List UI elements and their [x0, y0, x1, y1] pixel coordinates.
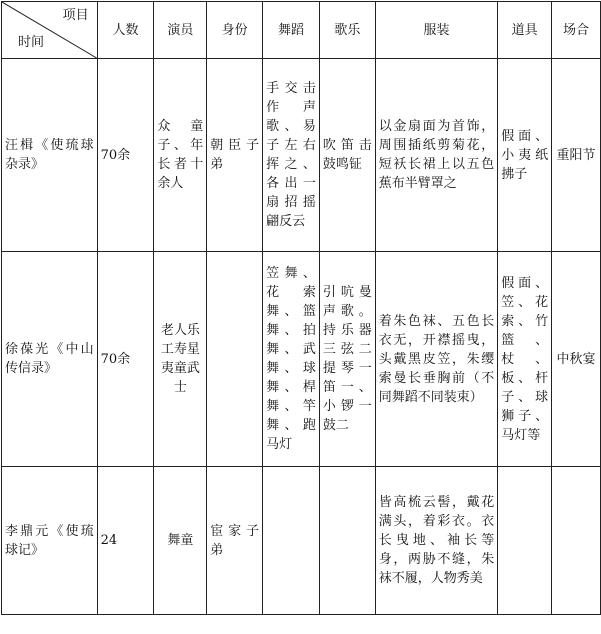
- cell-occasion: 中秋宴: [552, 252, 601, 467]
- cell-source: 汪楫《使琉球杂录》: [2, 59, 98, 252]
- col-header-music: 歌乐: [319, 2, 375, 59]
- table-row: [2, 467, 601, 615]
- corner-header-cell: [2, 2, 98, 59]
- col-header-props: 道具: [498, 2, 552, 59]
- cell-props: 假面、小夷纸拂子: [498, 59, 552, 252]
- cell-source: 李鼎元《使琉球记》: [2, 467, 98, 615]
- cell-dance: 手交击作声歌、易子左右挥之、各出一扇招摇翩反云: [263, 59, 320, 252]
- cell-performers: 舞童: [154, 467, 207, 615]
- cell-costume: 以金扇面为首饰，周围插纸剪菊花，短袄长裙上以五色蕉布半臂罩之: [375, 59, 497, 252]
- col-header-performers: 演员: [154, 2, 207, 59]
- cell-identity: 朝臣子弟: [207, 59, 263, 252]
- col-header-occasion: 场合: [552, 2, 601, 59]
- cell-occasion: 重阳节: [552, 59, 601, 252]
- cell-costume: 着朱色袜、五色长衣无，开襟摇曳，头戴黑皮笠，朱缨索曼长垂胸前（不同舞蹈不同装束）: [375, 252, 497, 467]
- cell-identity: [207, 252, 263, 467]
- col-header-costume: 服装: [375, 2, 497, 59]
- cell-performers: 老人乐工寿星夷童武士: [154, 252, 207, 467]
- cell-identity: 宦家子弟: [207, 467, 263, 615]
- corner-label-item: 项目: [62, 8, 89, 23]
- cell-count: 70余: [97, 252, 154, 467]
- cell-music: 引吭曼声歌。持乐器三弦二提琴一笛一、小锣一鼓二: [319, 252, 375, 467]
- cell-source: 徐葆光《中山传信录》: [2, 252, 98, 467]
- performance-table: [1, 1, 601, 615]
- cell-performers: 众童子、年长者十余人: [154, 59, 207, 252]
- col-header-dance: 舞蹈: [263, 2, 320, 59]
- header-row: [2, 2, 601, 59]
- cell-count: 24: [97, 467, 154, 615]
- col-header-count: 人数: [97, 2, 154, 59]
- cell-music: [319, 467, 375, 615]
- col-header-identity: 身份: [207, 2, 263, 59]
- cell-props: [498, 467, 552, 615]
- cell-occasion: [552, 467, 601, 615]
- table-row: [2, 59, 601, 252]
- corner-label-time: 时间: [18, 35, 45, 50]
- cell-dance: 笠舞、花索舞、篮舞、拍舞、武舞、球舞、桿舞、竿舞、跑马灯: [263, 252, 320, 467]
- cell-costume: 皆高梳云髻，戴花满头，着彩衣。衣长曳地、袖长等身，两胁不缝，朱袜不履，人物秀美: [375, 467, 497, 615]
- cell-count: 70余: [97, 59, 154, 252]
- cell-props: 假面、笠、花索、竹篮、杖、板、杆子、球狮子、马灯等: [498, 252, 552, 467]
- table-row: [2, 252, 601, 467]
- cell-dance: [263, 467, 320, 615]
- cell-music: 吹笛击鼓鸣钲: [319, 59, 375, 252]
